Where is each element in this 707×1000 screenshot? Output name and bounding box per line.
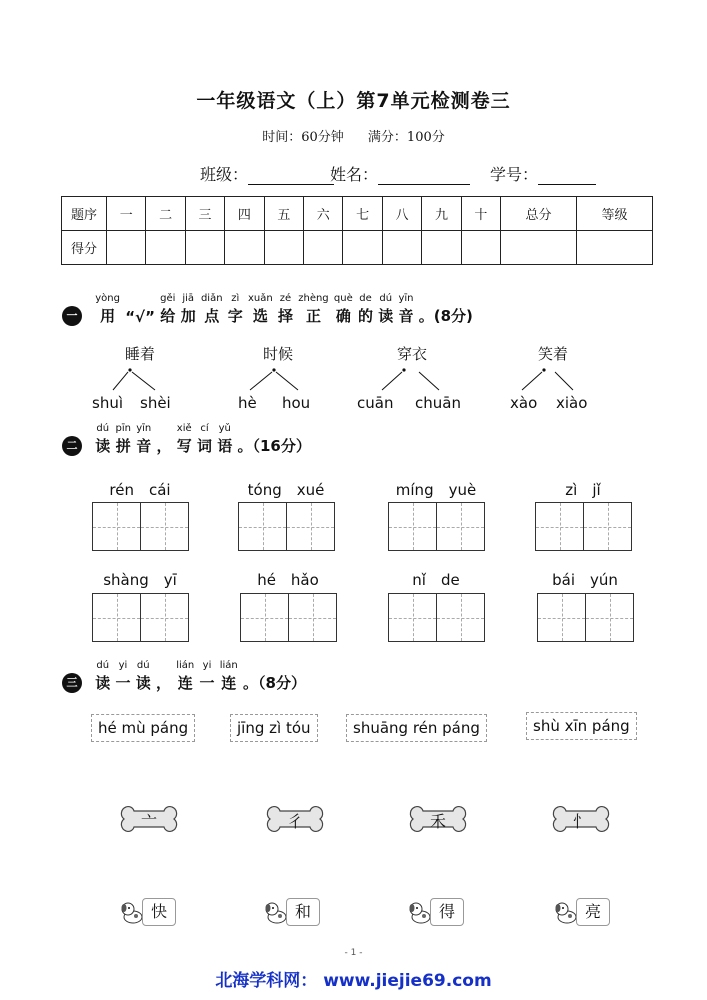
student-id-field[interactable] bbox=[490, 162, 596, 185]
option-b[interactable]: chuān bbox=[415, 394, 461, 412]
score-cell[interactable] bbox=[107, 231, 146, 265]
character-box: 快 bbox=[142, 898, 176, 926]
pinyin-prompt: bái yún bbox=[552, 571, 618, 589]
item-word: 睡着 bbox=[124, 345, 155, 363]
score-table-header-row bbox=[62, 197, 653, 231]
character-box: 得 bbox=[430, 898, 464, 926]
writing-grid[interactable] bbox=[92, 593, 189, 642]
option-a[interactable]: cuān bbox=[357, 394, 394, 412]
class-field[interactable] bbox=[200, 162, 334, 185]
section-3-badge: 三 bbox=[62, 673, 82, 693]
item-word: 时候 bbox=[262, 345, 293, 363]
score-cell[interactable] bbox=[185, 231, 224, 265]
pinyin-prompt: hé hǎo bbox=[257, 571, 319, 589]
header-cell: 二 bbox=[146, 197, 185, 231]
writing-grid[interactable] bbox=[240, 593, 337, 642]
section-2-badge: 二 bbox=[62, 436, 82, 456]
radical-char: 亠 bbox=[140, 812, 157, 831]
name-label: 姓名： bbox=[330, 165, 379, 184]
pronunciation-item bbox=[238, 343, 328, 412]
writing-grid[interactable] bbox=[535, 502, 632, 551]
full-score: 满分：100分 bbox=[367, 130, 445, 145]
item-word: 笑着 bbox=[537, 345, 568, 363]
connector-lines-icon bbox=[238, 364, 328, 394]
radical-char: 彳 bbox=[286, 812, 303, 831]
footer-watermark: 北海学科网： www.jiejie69.com bbox=[215, 971, 492, 991]
page-number: - 1 - bbox=[344, 948, 363, 958]
writing-grid[interactable] bbox=[537, 593, 634, 642]
radical-bone-card[interactable] bbox=[548, 802, 614, 836]
option-a[interactable]: shuì bbox=[92, 394, 123, 412]
radical-name-option[interactable]: jīng zì tóu bbox=[230, 714, 318, 742]
score-cell[interactable] bbox=[382, 231, 421, 265]
section-1-badge: 一 bbox=[62, 306, 82, 326]
pinyin-prompt: nǐ de bbox=[412, 571, 460, 589]
pronunciation-item bbox=[92, 343, 185, 412]
writing-grid[interactable] bbox=[92, 502, 189, 551]
option-a[interactable]: xào bbox=[510, 394, 538, 412]
item-word: 穿衣 bbox=[396, 345, 427, 363]
option-a[interactable]: hè bbox=[238, 394, 257, 412]
header-cell: 九 bbox=[422, 197, 461, 231]
score-cell[interactable] bbox=[225, 231, 264, 265]
character-dog-card[interactable] bbox=[262, 898, 322, 926]
header-cell: 一 bbox=[107, 197, 146, 231]
name-field[interactable] bbox=[330, 162, 470, 185]
writing-grid[interactable] bbox=[388, 593, 485, 642]
header-cell: 六 bbox=[304, 197, 343, 231]
time-limit: 时间：60分钟 bbox=[262, 130, 344, 145]
section-1-score: 。(8分) bbox=[418, 307, 473, 325]
section-2-heading: 二 dú 读 pīn 拼 yīn 音 ， xiě 写 cí 词 yǔ 语 。（16分） bbox=[62, 423, 311, 456]
writing-grid[interactable] bbox=[388, 502, 485, 551]
connector-lines-icon bbox=[95, 364, 185, 394]
header-cell: 五 bbox=[264, 197, 303, 231]
pinyin-prompt: shàng yī bbox=[103, 571, 177, 589]
radical-bone-card[interactable] bbox=[405, 802, 471, 836]
connector-lines-icon bbox=[509, 364, 599, 394]
score-table-score-row bbox=[62, 231, 653, 265]
connector-lines-icon bbox=[357, 364, 467, 394]
pronunciation-item bbox=[357, 343, 467, 412]
radical-bone-card[interactable] bbox=[262, 802, 328, 836]
character-box: 亮 bbox=[576, 898, 610, 926]
score-table bbox=[61, 196, 653, 265]
header-cell: 总分 bbox=[501, 197, 577, 231]
pinyin-prompt: míng yuè bbox=[395, 481, 477, 499]
radical-name-option[interactable]: shù xīn páng bbox=[526, 712, 637, 740]
header-cell: 四 bbox=[225, 197, 264, 231]
page-title: 一年级语文（上）第7单元检测卷三 bbox=[196, 90, 511, 112]
radical-char: 禾 bbox=[429, 812, 446, 831]
radical-name-option[interactable]: hé mù páng bbox=[91, 714, 195, 742]
section-3-heading: 三 dú 读 yi 一 dú 读 ， lián 连 yi 一 lián 连 。（8分） bbox=[62, 660, 306, 693]
writing-grid[interactable] bbox=[238, 502, 335, 551]
exam-meta bbox=[0, 126, 707, 145]
score-cell[interactable] bbox=[461, 231, 500, 265]
radical-char: 忄 bbox=[572, 812, 589, 831]
score-cell[interactable] bbox=[264, 231, 303, 265]
class-label: 班级： bbox=[200, 165, 249, 184]
radical-name-option[interactable]: shuāng rén páng bbox=[346, 714, 487, 742]
radical-bone-card[interactable] bbox=[116, 802, 182, 836]
header-cell: 等级 bbox=[577, 197, 653, 231]
header-cell: 七 bbox=[343, 197, 382, 231]
character-dog-card[interactable] bbox=[552, 898, 612, 926]
character-box: 和 bbox=[286, 898, 320, 926]
character-dog-card[interactable] bbox=[118, 898, 178, 926]
option-b[interactable]: hou bbox=[282, 394, 311, 412]
section-3-score: 。（8分） bbox=[243, 674, 306, 692]
pinyin-prompt: rén cái bbox=[109, 481, 171, 499]
score-cell[interactable] bbox=[577, 231, 653, 265]
character-dog-card[interactable] bbox=[406, 898, 466, 926]
option-b[interactable]: shèi bbox=[140, 394, 171, 412]
header-cell: 三 bbox=[185, 197, 224, 231]
row-label-score: 得分 bbox=[62, 231, 107, 265]
score-cell[interactable] bbox=[146, 231, 185, 265]
header-cell: 八 bbox=[382, 197, 421, 231]
row-label-order: 题序 bbox=[62, 197, 107, 231]
option-b[interactable]: xiào bbox=[556, 394, 588, 412]
section-1-heading: 一 yòng 用 “√” gěi 给 jiā 加 diǎn 点 zì 字 xuǎn 选 zé 择 zhèng 正 què 确 de 的 dú 读 yīn 音 。(8分) bbox=[62, 293, 473, 326]
student-id-label: 学号： bbox=[490, 165, 539, 184]
score-cell[interactable] bbox=[343, 231, 382, 265]
pronunciation-item bbox=[509, 343, 599, 412]
pinyin-prompt: zì jǐ bbox=[565, 481, 601, 499]
pinyin-prompt: tóng xué bbox=[247, 481, 325, 499]
score-cell[interactable] bbox=[422, 231, 461, 265]
score-cell[interactable] bbox=[501, 231, 577, 265]
score-cell[interactable] bbox=[304, 231, 343, 265]
header-cell: 十 bbox=[461, 197, 500, 231]
section-2-score: 。（16分） bbox=[237, 437, 311, 455]
